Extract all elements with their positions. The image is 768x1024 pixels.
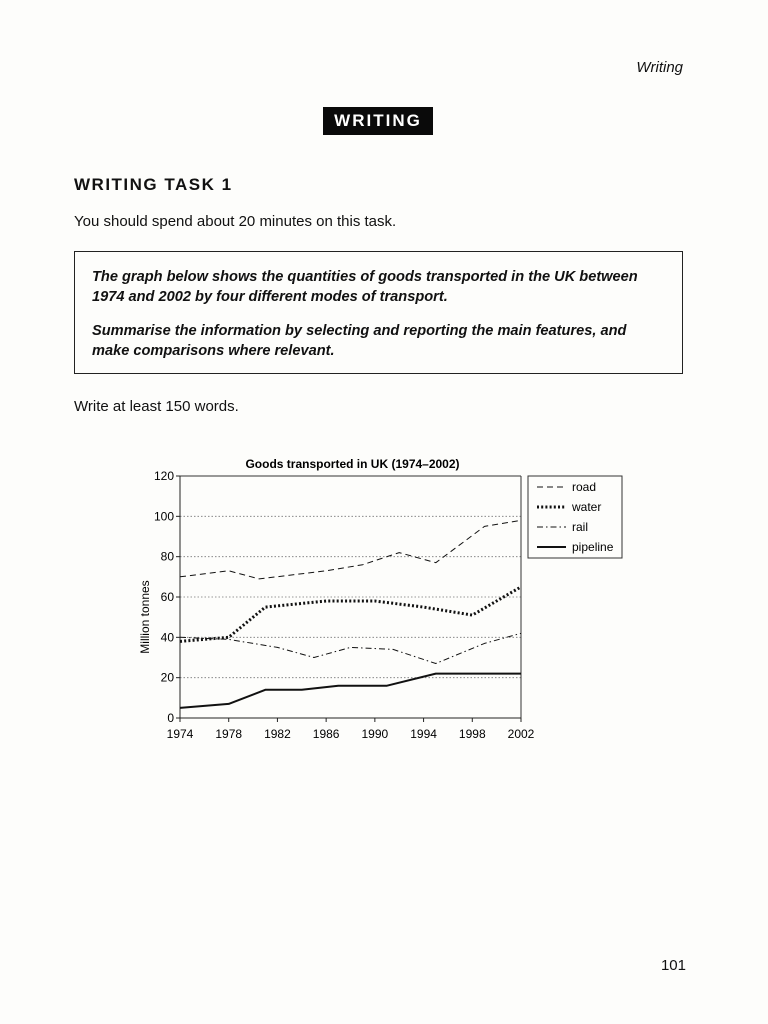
legend-label-pipeline: pipeline [572, 540, 614, 554]
x-tick-label: 1978 [215, 727, 243, 741]
y-tick-label: 100 [153, 509, 174, 524]
x-tick-label: 1986 [312, 727, 340, 741]
y-tick-label: 40 [160, 630, 174, 645]
task-prompt-box [74, 251, 683, 374]
x-tick-label: 1974 [166, 727, 194, 741]
y-tick-label: 80 [160, 549, 174, 564]
series-line-road [180, 520, 521, 579]
legend-label-water: water [572, 500, 602, 514]
y-tick-label: 120 [153, 469, 174, 483]
x-tick-label: 1998 [458, 727, 486, 741]
running-head: Writing [636, 59, 683, 76]
prompt-paragraph-summarise: Summarise the information by selecting and reporting the main features, and make comparisons where relevant. [92, 323, 627, 359]
chart-legend [528, 476, 622, 558]
y-tick-label: 20 [160, 670, 174, 685]
series-line-rail [180, 633, 521, 663]
x-tick-label: 1994 [410, 727, 437, 741]
x-tick-label: 1990 [361, 727, 389, 741]
legend-label-rail: rail [572, 520, 589, 534]
page-number: 101 [660, 957, 686, 974]
y-axis-label: Million tonnes [138, 580, 152, 654]
time-instruction: You should spend about 20 minutes on this task. [74, 213, 397, 230]
x-tick-label: 1982 [264, 727, 291, 741]
series-line-water [180, 587, 521, 642]
x-tick-label: 2002 [507, 727, 535, 741]
task-heading: WRITING TASK 1 [74, 175, 233, 194]
y-tick-label: 0 [167, 711, 174, 725]
chart-title: Goods transported in UK (1974–2002) [245, 457, 460, 471]
legend-label-road: road [572, 480, 597, 494]
word-count-instruction: Write at least 150 words. [74, 398, 239, 415]
prompt-paragraph-graph: The graph below shows the quantities of goods transported in the UK between 1974 and 2002 by four different modes of transport. [92, 269, 638, 305]
series-line-pipeline [180, 674, 521, 708]
y-tick-label: 60 [160, 590, 174, 604]
section-banner: WRITING [323, 107, 433, 135]
legend-box [528, 476, 622, 558]
